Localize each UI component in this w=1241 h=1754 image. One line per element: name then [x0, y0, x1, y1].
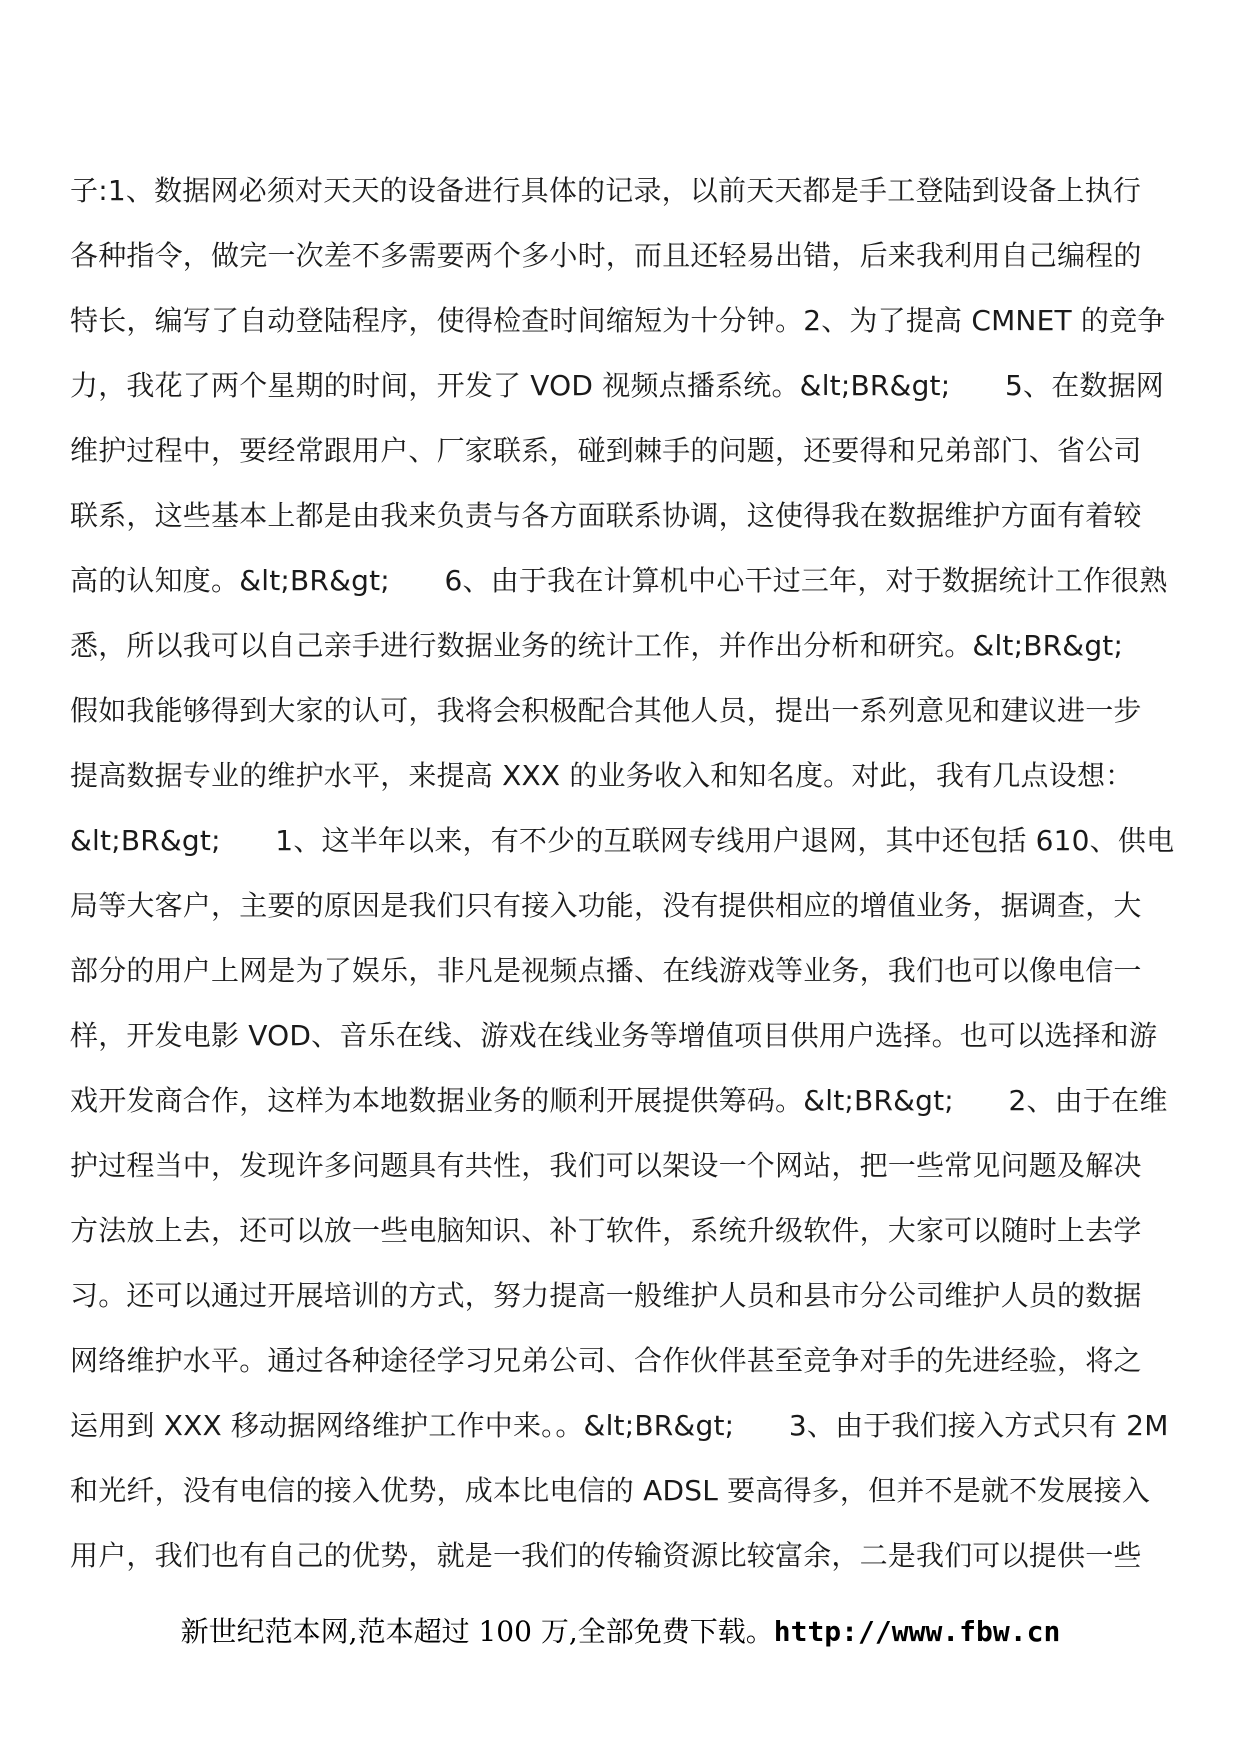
document-body: [70, 158, 1180, 1588]
body-line: 假如我能够得到大家的认可，我将会积极配合其他人员，提出一系列意见和建议进一步: [70, 694, 1142, 727]
body-line: 联系，这些基本上都是由我来负责与各方面联系协调，这使得我在数据维护方面有着较: [70, 499, 1142, 532]
body-line: 提高数据专业的维护水平，来提高 XXX 的业务收入和知名度。对此，我有几点设想：: [70, 759, 1134, 792]
body-line: 样，开发电影 VOD、音乐在线、游戏在线业务等增值项目供用户选择。也可以选择和游: [70, 1019, 1158, 1052]
body-line: 护过程当中，发现许多问题具有共性，我们可以架设一个网站，把一些常见问题及解决: [70, 1149, 1142, 1182]
footer-text: 新世纪范本网,范本超过 100 万,全部免费下载。: [180, 1615, 774, 1648]
body-line: 高的认知度。&lt;BR&gt; 6、由于我在计算机中心干过三年，对于数据统计工作很熟: [70, 564, 1168, 597]
page-footer: [0, 1610, 1241, 1655]
body-line: 部分的用户上网是为了娱乐，非凡是视频点播、在线游戏等业务，我们也可以像电信一: [70, 954, 1142, 987]
body-line: 运用到 XXX 移动据网络维护工作中来。。&lt;BR&gt; 3、由于我们接入方式只有 2M: [70, 1409, 1169, 1442]
body-line: 悉，所以我可以自己亲手进行数据业务的统计工作，并作出分析和研究。&lt;BR&gt;: [70, 629, 1124, 662]
body-line: &lt;BR&gt; 1、这半年以来，有不少的互联网专线用户退网，其中还包括 610、供电: [70, 824, 1175, 857]
body-line: 子:1、数据网必须对天天的设备进行具体的记录，以前天天都是手工登陆到设备上执行: [70, 174, 1142, 207]
body-line: 力，我花了两个星期的时间，开发了 VOD 视频点播系统。&lt;BR&gt; 5、在数据网: [70, 369, 1164, 402]
body-line: 方法放上去，还可以放一些电脑知识、补丁软件，系统升级软件，大家可以随时上去学: [70, 1214, 1142, 1247]
body-line: 特长，编写了自动登陆程序，使得检查时间缩短为十分钟。2、为了提高 CMNET 的竞争: [70, 304, 1166, 337]
body-line: 网络维护水平。通过各种途径学习兄弟公司、合作伙伴甚至竞争对手的先进经验，将之: [70, 1344, 1142, 1377]
footer-url-link[interactable]: http://www.fbw.cn: [773, 1615, 1061, 1648]
body-line: 用户，我们也有自己的优势，就是一我们的传输资源比较富余，二是我们可以提供一些: [70, 1539, 1142, 1572]
body-line: 局等大客户，主要的原因是我们只有接入功能，没有提供相应的增值业务，据调查，大: [70, 889, 1142, 922]
body-line: 和光纤，没有电信的接入优势，成本比电信的 ADSL 要高得多，但并不是就不发展接入: [70, 1474, 1151, 1507]
body-line: 戏开发商合作，这样为本地数据业务的顺利开展提供筹码。&lt;BR&gt; 2、由于在维: [70, 1084, 1168, 1117]
body-line: 习。还可以通过开展培训的方式，努力提高一般维护人员和县市分公司维护人员的数据: [70, 1279, 1142, 1312]
body-line: 维护过程中，要经常跟用户、厂家联系，碰到棘手的问题，还要得和兄弟部门、省公司: [70, 434, 1142, 467]
body-line: 各种指令，做完一次差不多需要两个多小时，而且还轻易出错，后来我利用自己编程的: [70, 239, 1142, 272]
